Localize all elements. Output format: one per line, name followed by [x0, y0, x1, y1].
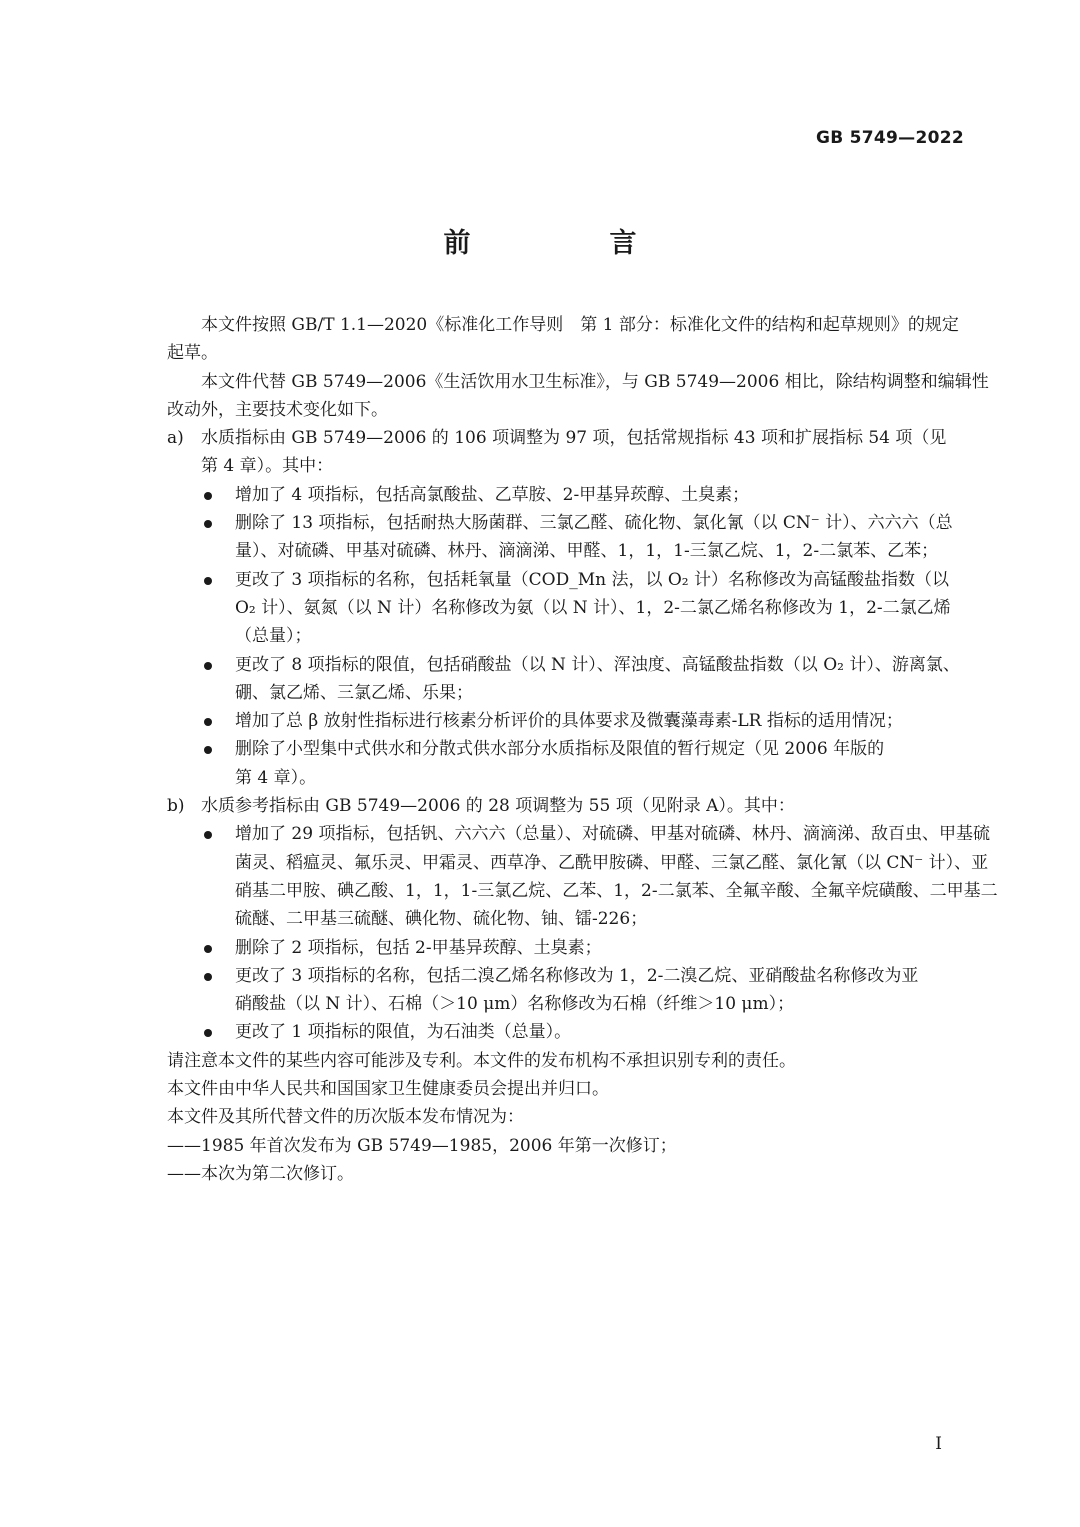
text-line: 第 4 章）。其中： [201, 456, 334, 477]
text-line: 量）、对硫磷、甲基对硫磷、林丹、滴滴涕、甲醛、1，1，1-三氯乙烷、1，2-二氯苯、乙苯； [235, 541, 939, 562]
bullet-item [167, 820, 998, 933]
text-line: 增加了 29 项指标，包括钒、六六六（总量）、对硫磷、甲基对硫磷、林丹、滴滴涕、敌百虫、甲基硫 [235, 824, 990, 845]
version-history-heading: 本文件及其所代替文件的历次版本发布情况为： [167, 1107, 524, 1128]
bullet-item [167, 509, 965, 566]
text-line: 第 4 章）。 [235, 767, 317, 788]
text-line: 删除了 2 项指标，包括 2-甲基异莰醇、土臭素； [235, 937, 602, 958]
text-line: 更改了 8 项指标的限值，包括硝酸盐（以 N 计）、浑浊度、高锰酸盐指数（以 O₂ 计）、游离氯、 [235, 654, 960, 675]
text-line: 增加了 4 项指标，包括高氯酸盐、乙草胺、2-甲基异莰醇、土臭素； [235, 484, 750, 505]
bullet-item [167, 707, 965, 735]
bullet-item [167, 1018, 965, 1046]
bullet-item [167, 481, 965, 509]
text-line: 水质参考指标由 GB 5749—2006 的 28 项调整为 55 项（见附录 A）。其中： [201, 796, 795, 817]
bullet-dot-icon [204, 520, 212, 528]
list-marker: a) [167, 428, 184, 449]
text-line: 起草。 [167, 343, 218, 364]
version-history-item: ——1985 年首次发布为 GB 5749—1985，2006 年第一次修订； [167, 1135, 677, 1156]
list-item-b [167, 792, 965, 820]
text-line: 改动外，主要技术变化如下。 [167, 399, 388, 420]
text-line: 硫醚、二甲基三硫醚、碘化物、硫化物、铀、镭-226； [235, 909, 648, 930]
bullet-dot-icon [204, 577, 212, 585]
text-line: （总量）； [235, 626, 312, 647]
paragraph-drafting-rules [167, 311, 965, 368]
bullet-dot-icon [204, 718, 212, 726]
patent-notice: 请注意本文件的某些内容可能涉及专利。本文件的发布机构不承担识别专利的责任。 [167, 1050, 796, 1071]
bullet-dot-icon [204, 945, 212, 953]
bullet-item [167, 962, 965, 1019]
list-item-a [167, 424, 965, 481]
text-line: 本文件按照 GB/T 1.1—2020《标准化工作导则 第 1 部分：标准化文件的结构和起草规则》的规定 [201, 315, 959, 335]
proposing-organization: 本文件由中华人民共和国国家卫生健康委员会提出并归口。 [167, 1079, 609, 1100]
list-marker: b) [167, 796, 185, 817]
text-line: 删除了 13 项指标，包括耐热大肠菌群、三氯乙醛、硫化物、氯化氰（以 CN⁻ 计）、六六六（总 [235, 513, 953, 534]
bullet-dot-icon [204, 746, 212, 754]
text-line: 更改了 3 项指标的名称，包括耗氧量（COD_Mn 法，以 O₂ 计）名称修改为高锰酸盐指数（以 [235, 569, 950, 590]
standard-number: GB 5749—2022 [815, 128, 964, 148]
bullet-item [167, 934, 965, 962]
text-line: 水质指标由 GB 5749—2006 的 106 项调整为 97 项，包括常规指标 43 项和扩展指标 54 项（见 [201, 428, 947, 449]
bullet-dot-icon [204, 1029, 212, 1037]
text-line: 菌灵、稻瘟灵、氟乐灵、甲霜灵、西草净、乙酰甲胺磷、甲醛、三氯乙醛、氯化氰（以 CN⁻ 计）、亚 [235, 852, 989, 873]
text-line: 删除了小型集中式供水和分散式供水部分水质指标及限值的暂行规定（见 2006 年版的 [235, 739, 885, 760]
paragraph-replacement [167, 368, 989, 425]
page-title: 前 言 [443, 228, 693, 259]
text-line: 增加了总 β 放射性指标进行核素分析评价的具体要求及微囊藻毒素-LR 指标的适用情况； [235, 711, 903, 732]
text-line: 更改了 1 项指标的限值，为石油类（总量）。 [235, 1022, 572, 1043]
text-line: 硝酸盐（以 N 计）、石棉（＞10 μm）名称修改为石棉（纤维＞10 μm）； [235, 994, 795, 1015]
page-number: I [935, 1434, 942, 1454]
document-body [167, 311, 998, 1188]
text-line: 硼、氯乙烯、三氯乙烯、乐果； [235, 682, 473, 703]
bullet-item [167, 566, 965, 651]
bullet-dot-icon [204, 973, 212, 981]
bullet-item [167, 735, 965, 792]
text-line: 本文件代替 GB 5749—2006《生活饮用水卫生标准》，与 GB 5749—2006 相比，除结构调整和编辑性 [201, 371, 989, 392]
text-line: 硝基二甲胺、碘乙酸、1，1，1-三氯乙烷、乙苯、1，2-二氯苯、全氟辛酸、全氟辛烷磺酸、二甲基二 [235, 880, 998, 901]
bullet-dot-icon [204, 492, 212, 500]
bullet-dot-icon [204, 831, 212, 839]
bullet-item [167, 651, 965, 708]
text-line: O₂ 计）、氨氮（以 N 计）名称修改为氨（以 N 计）、1，2-二氯乙烯名称修改为 1，2-二氯乙烯 [235, 597, 951, 618]
text-line: 更改了 3 项指标的名称，包括二溴乙烯名称修改为 1，2-二溴乙烷、亚硝酸盐名称修改为亚 [235, 965, 919, 986]
bullet-dot-icon [204, 662, 212, 670]
version-history-item: ——本次为第二次修订。 [167, 1163, 354, 1184]
